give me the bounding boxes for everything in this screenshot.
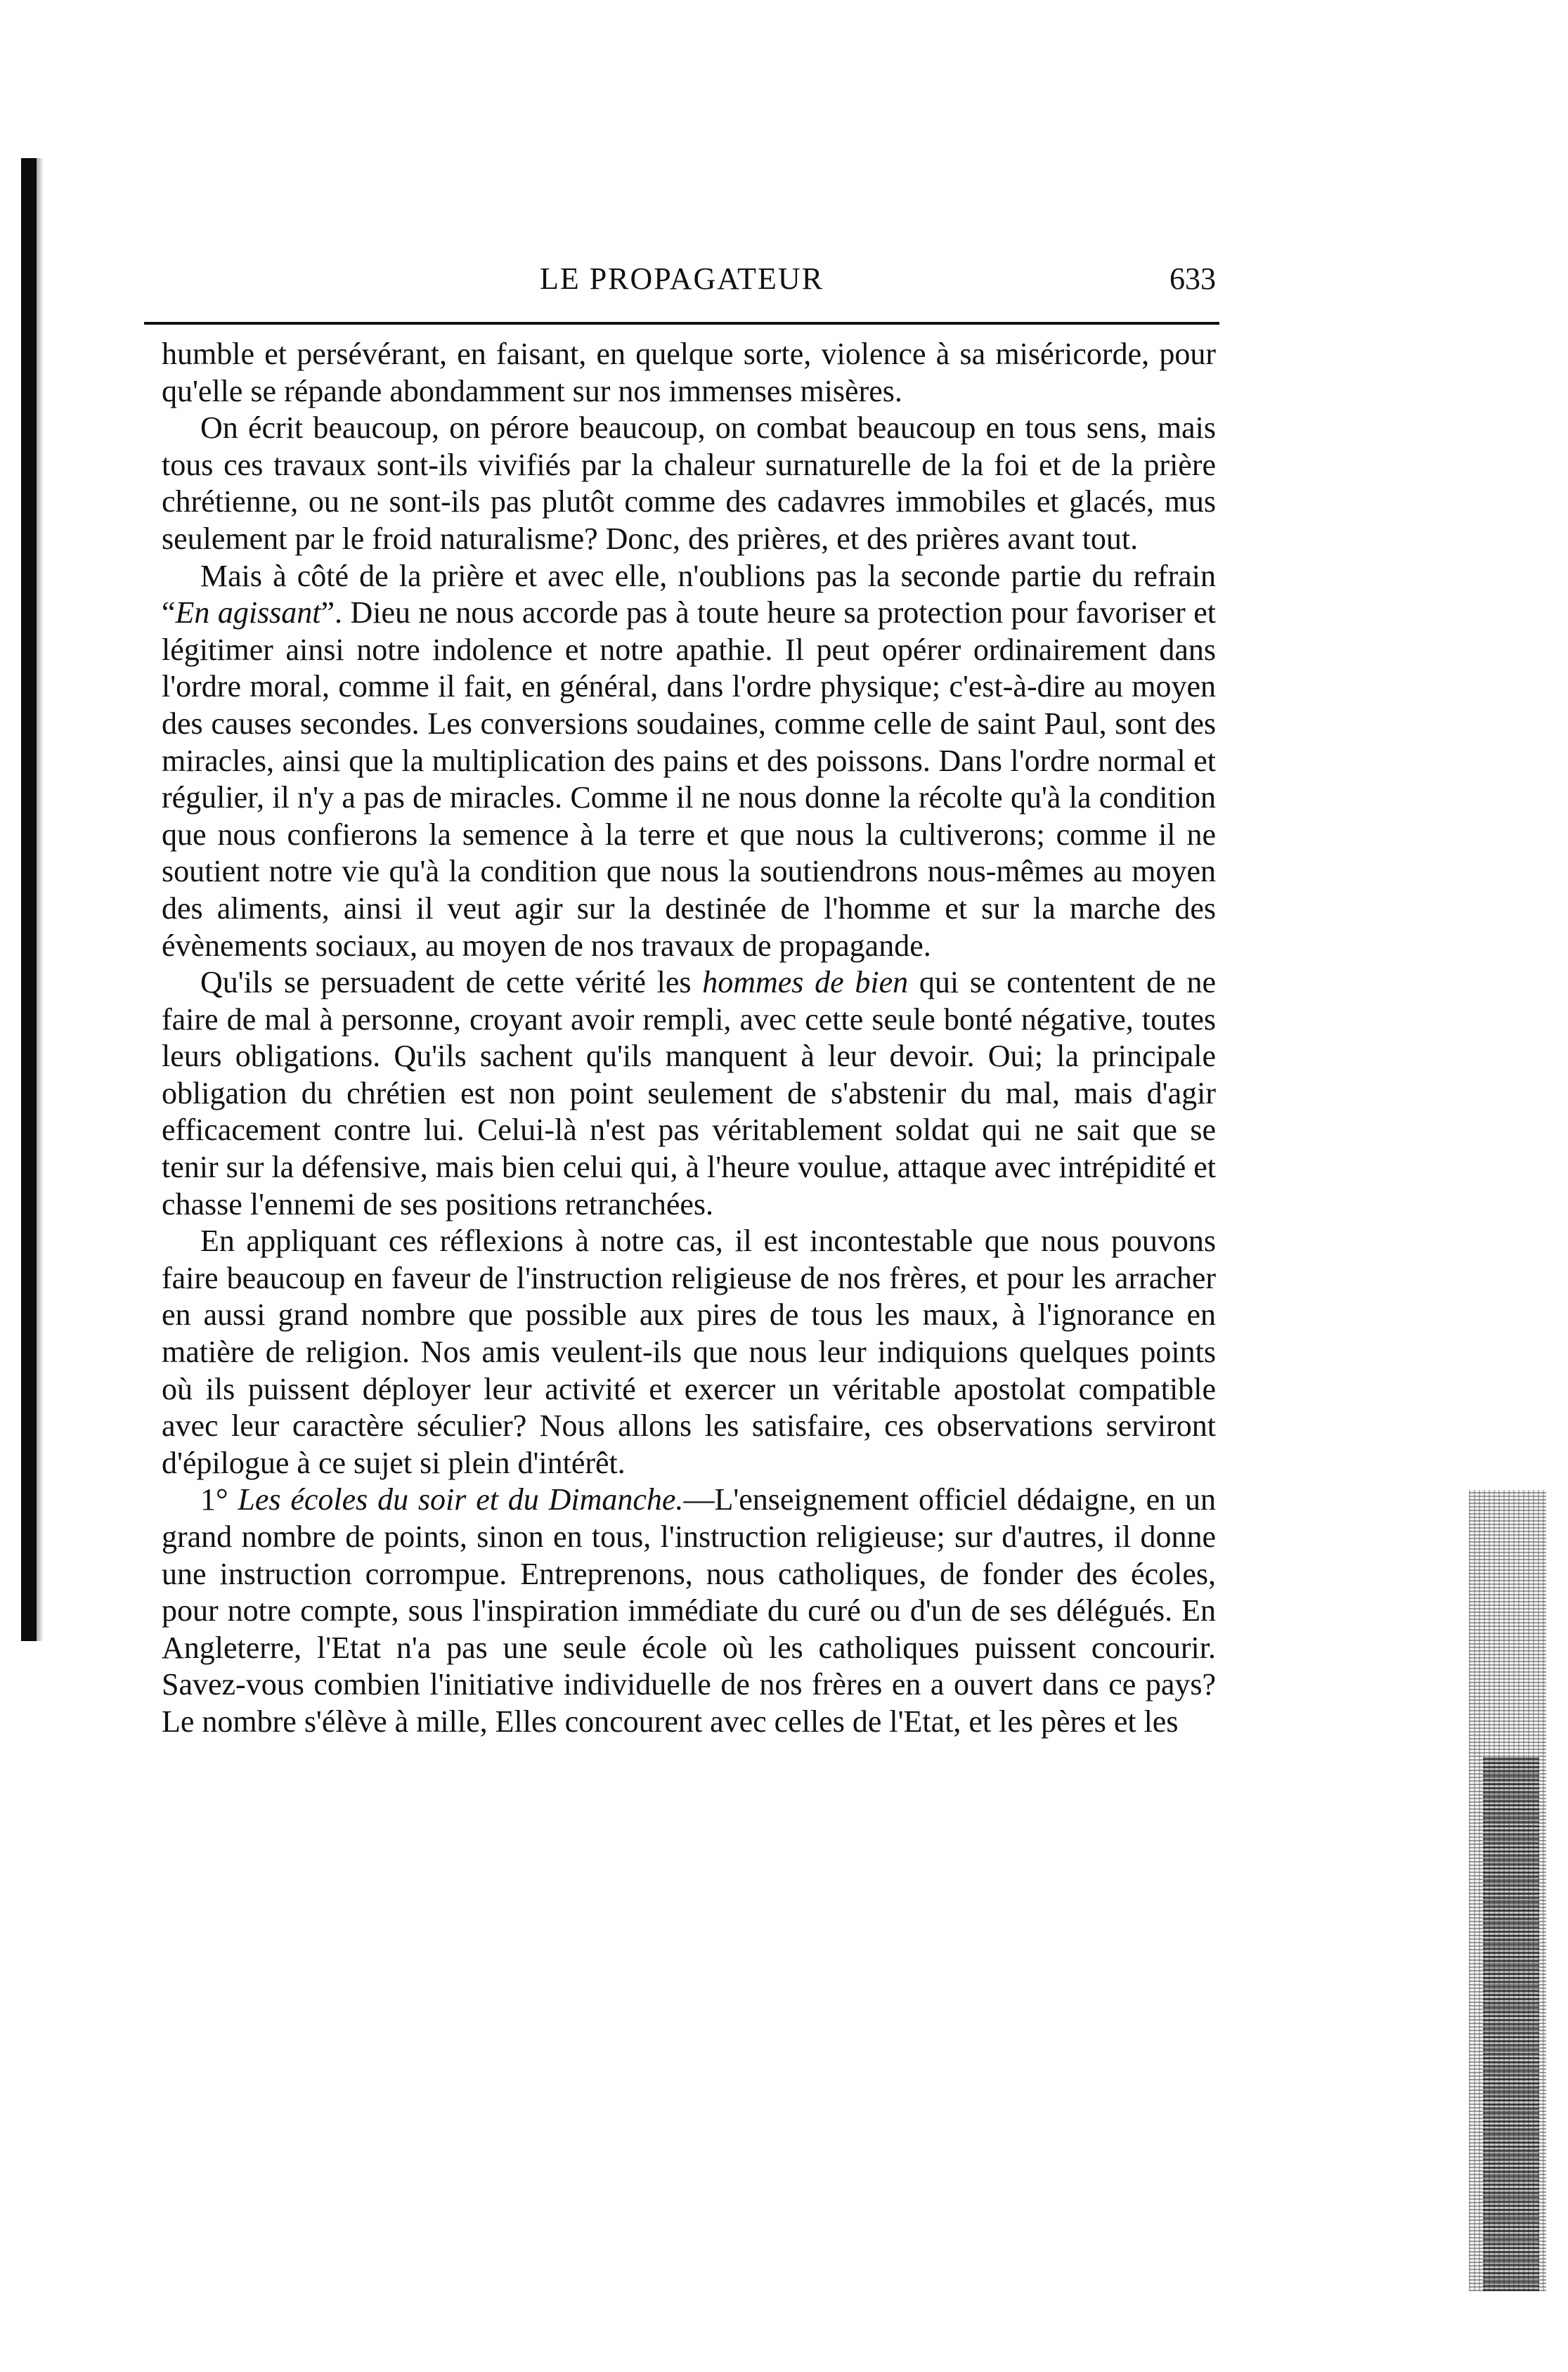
binding-shadow: [21, 158, 37, 1641]
header-rule: [144, 322, 1219, 325]
page-number: 633: [1169, 261, 1216, 296]
italic-run: Les écoles du soir et du Dimanche.: [238, 1482, 684, 1517]
paragraph: [162, 964, 1216, 1223]
running-header: [148, 254, 1216, 304]
text-run: humble et persévérant, en faisant, en quelque sorte, violence à sa miséricorde, pour qu'elle se répande abondamment sur nos immenses misères.: [162, 337, 1216, 408]
text-run: Qu'ils se persuadent de cette vérité les: [200, 965, 703, 1000]
text-run: 1°: [200, 1482, 238, 1517]
paragraph: [162, 336, 1216, 410]
text-run: ”. Dieu ne nous accorde pas à toute heure sa protection pour favoriser et légitimer ainsi notre indolence et notre apathie. Il peut opérer ordinairement dans l'ordre moral, comme il fait, en général, dans l'ordre physique; c'est-à-dire au moyen des causes secondes. Les conversions soudaines, comme celle de saint Paul, sont des miracles, ainsi que la multiplication des pains et des poissons. Dans l'ordre normal et régulier, il n'y a pas de miracles. Comme il ne nous donne la récolte qu'à la condition que nous confierons la semence à la terre et que nous la cultiverons; comme il ne soutient notre vie qu'à la condition que nous la soutiendrons nous-mêmes au moyen des aliments, ainsi il veut agir sur la destinée de l'homme et sur la marche des évènements sociaux, au moyen de nos travaux de propagande.: [162, 595, 1216, 963]
paragraph: [162, 1482, 1216, 1740]
running-title: LE PROPAGATEUR: [539, 261, 824, 296]
italic-run: En agissant: [175, 595, 321, 630]
text-run: qui se contentent de ne faire de mal à personne, croyant avoir rempli, avec cette seule bonté négative, toutes leurs obligations. Qu'ils sachent qu'ils manquent à leur devoir. Oui; la principale obligation du chrétien est non point seulement de s'abstenir du mal, mais d'agir efficacement contre lui. Celui-là n'est pas véritablement soldat qui ne sait que se tenir sur la défensive, mais bien celui qui, à l'heure voulue, attaque avec intrépidité et chasse l'ennemi de ses positions retranchées.: [162, 965, 1217, 1221]
text-run: Mais à côté de la prière et avec elle, n'oublions pas la seconde partie du refrain “: [162, 558, 1216, 630]
text-run: —L'enseignement officiel dédaigne, en un grand nombre de points, sinon en tous, l'instruction religieuse; sur d'autres, il donne une instruction corrompue. Entreprenons, nous catholiques, de fonder des écoles, pour notre compte, sous l'inspiration immédiate du curé ou d'un de ses délégués. En Angleterre, l'Etat n'a pas une seule école où les catholiques puissent concourir. Savez-vous combien l'initiative individuelle de nos frères en a ouvert dans ce pays? Le nombre s'élève à mille, Elles concourent avec celles de l'Etat, et les pères et les: [162, 1482, 1216, 1739]
text-run: En appliquant ces réflexions à notre cas, il est incontestable que nous pouvons faire beaucoup en faveur de l'instruction religieuse de nos frères, et pour les arracher en aussi grand nombre que possible aux pires de tous les maux, à l'ignorance en matière de religion. Nos amis veulent-ils que nous leur indiquions quelques points où ils puissent déployer leur activité et exercer un véritable apostolat compatible avec leur caractère séculier? Nous allons les satisfaire, ces observations serviront d'épilogue à ce sujet si plein d'intérêt.: [162, 1224, 1216, 1480]
text-run: On écrit beaucoup, on pérore beaucoup, on combat beaucoup en tous sens, mais tous ces travaux sont-ils vivifiés par la chaleur surnaturelle de la foi et de la prière chrétienne, ou ne sont-ils pas plutôt comme des cadavres immobiles et glacés, mus seulement par le froid naturalisme? Donc, des prières, et des prières avant tout.: [162, 410, 1216, 556]
body-text: [162, 336, 1216, 1741]
italic-run: hommes de bien: [702, 965, 909, 1000]
scan-edge-noise-dark: [1483, 1757, 1539, 2291]
paragraph: [162, 410, 1216, 557]
paragraph: [162, 558, 1216, 965]
paragraph: [162, 1223, 1216, 1482]
binding-shadow-fade: [37, 158, 44, 1641]
